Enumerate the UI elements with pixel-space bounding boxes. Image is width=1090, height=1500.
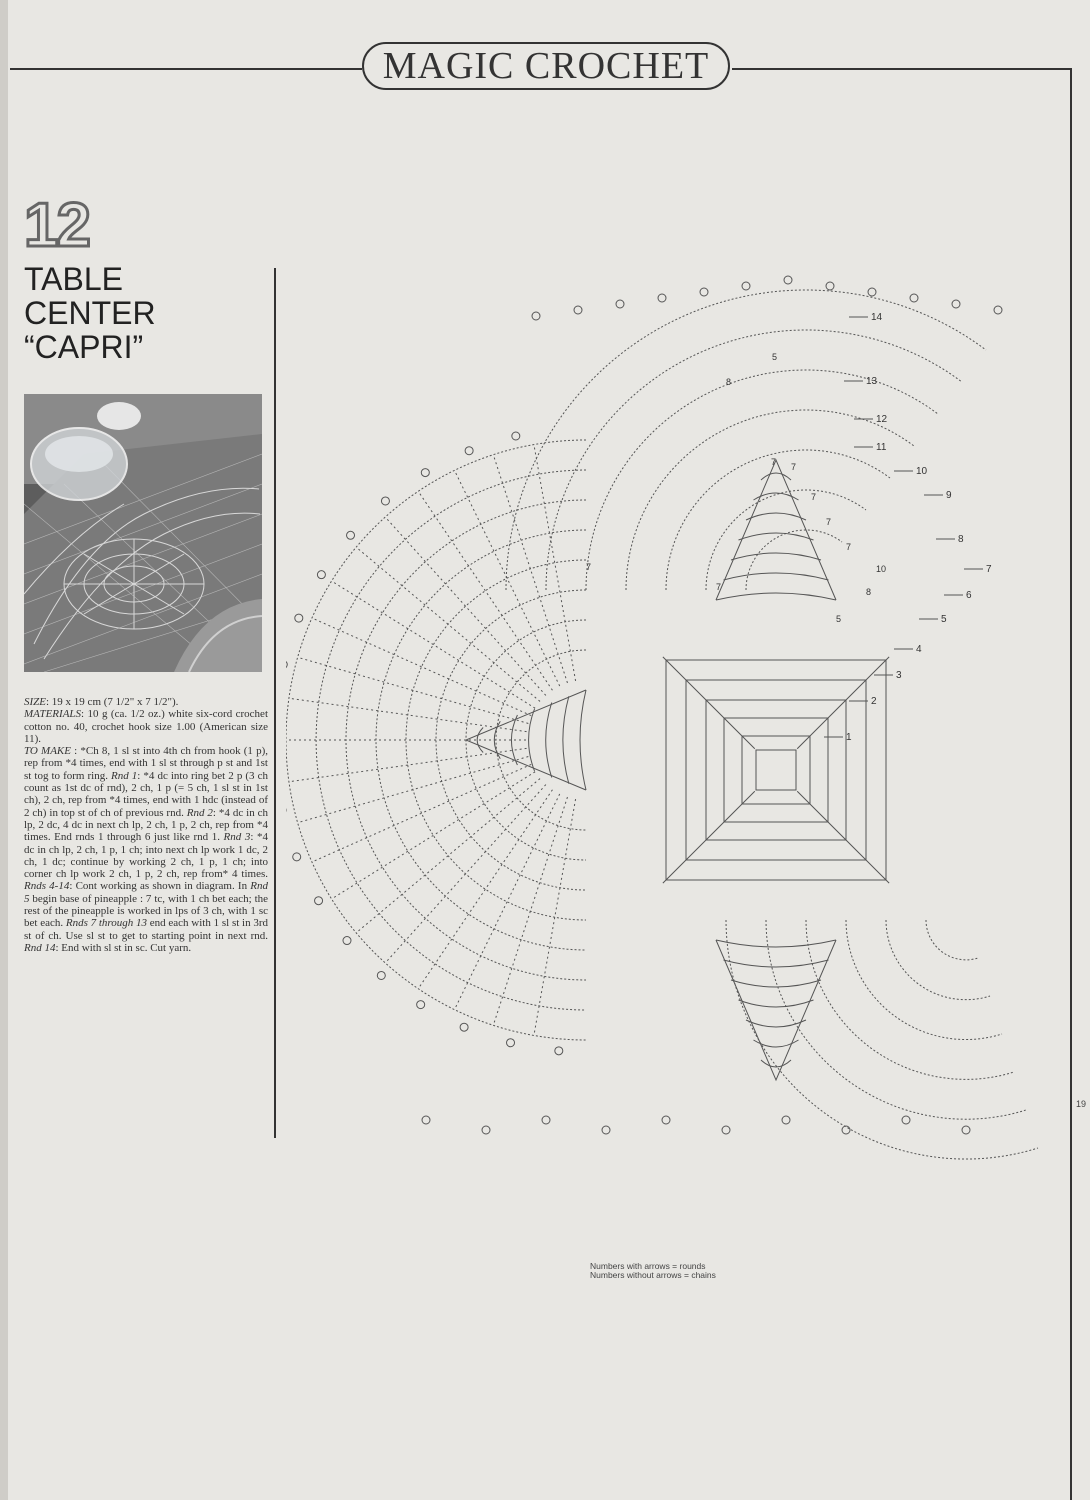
column-divider [274, 268, 276, 1138]
corner-line [663, 791, 755, 883]
pineapple-row [724, 573, 829, 580]
rnd-label: Rnds 4-14 [24, 880, 70, 893]
tomake-text: : *4 dc into ring bet 2 p (3 ch count as 1st dc of rnd), 2 ch, 1 p (= 5 ch, 1 sl st in 1st ch), 2 ch, rep from *4 times, end with 1 hdc (instead of 2 ch) in top st of ch of previous rnd. [24, 769, 268, 819]
chain-label: 10 [876, 564, 887, 574]
fan-spoke [298, 757, 529, 823]
picot [286, 661, 287, 669]
instructions [24, 696, 268, 954]
page-number: 19 [1076, 1099, 1087, 1109]
rnd-label: Rnd 14 [24, 941, 56, 954]
pineapple-row [731, 553, 821, 560]
pineapple-row [746, 1020, 806, 1027]
pineapple-row [546, 703, 552, 778]
tomake-text: : End with sl st in sc. Cut yarn. [55, 941, 192, 954]
round-label: 7 [986, 564, 992, 575]
picot [962, 1126, 970, 1134]
picot [782, 1116, 790, 1124]
bottom-arc [886, 920, 990, 1000]
pineapple-row [724, 960, 829, 967]
fan-spoke [418, 790, 552, 989]
top-arc [546, 330, 962, 590]
fan-spoke [418, 491, 552, 690]
picot [994, 306, 1002, 314]
top-arc [626, 410, 914, 590]
product-photo [24, 394, 262, 672]
picot [784, 276, 792, 284]
chain-label: 7 [771, 457, 777, 467]
round-label: 12 [876, 414, 888, 425]
pineapple-row [563, 696, 569, 784]
bottom-arc [766, 920, 1026, 1119]
size-label: SIZE [24, 696, 46, 708]
pattern-title [24, 262, 274, 364]
pineapple-row [529, 709, 535, 772]
chain-label: 7 [716, 582, 722, 592]
round-label: 5 [941, 614, 947, 625]
pineapple [716, 460, 836, 600]
fan-spoke [312, 764, 531, 862]
picot [317, 571, 325, 579]
picot [482, 1126, 490, 1134]
chain-label: 8 [866, 587, 872, 597]
top-arc [666, 450, 890, 590]
picot [700, 288, 708, 296]
pineapple-row [716, 940, 836, 947]
picot [542, 1116, 550, 1124]
fan-spoke [332, 772, 536, 899]
bottom-arc [846, 920, 1002, 1040]
materials-paragraph [24, 708, 268, 745]
pineapple-row [716, 593, 836, 600]
picot [347, 531, 355, 539]
picot [343, 937, 351, 945]
picot [910, 294, 918, 302]
materials-label: MATERIALS [24, 708, 82, 721]
top-arc [706, 490, 866, 590]
fan-spoke [332, 581, 536, 708]
chain-label: 8 [726, 377, 732, 387]
picot [295, 614, 303, 622]
picot [460, 1023, 468, 1031]
chain-label: 7 [811, 492, 817, 502]
chain-label: 7 [846, 542, 852, 552]
tomake-paragraph [24, 745, 268, 954]
pineapple-row [739, 533, 814, 540]
round-label: 6 [966, 590, 972, 601]
picot [555, 1047, 563, 1055]
title-line: “CAPRI” [24, 329, 144, 365]
masthead [362, 42, 730, 90]
pattern-number: 12 [24, 191, 89, 260]
round-label: 1 [846, 732, 852, 743]
picot [602, 1126, 610, 1134]
picot [417, 1001, 425, 1009]
header-rule-right [732, 68, 1072, 70]
round-label: 11 [876, 442, 887, 453]
picot [842, 1126, 850, 1134]
picot [421, 469, 429, 477]
picot [722, 1126, 730, 1134]
round-label: 9 [946, 490, 952, 501]
photo-illustration [24, 394, 262, 672]
pineapple-outline [716, 460, 836, 600]
round-label: 14 [871, 312, 883, 323]
fan-spoke [312, 618, 531, 716]
pineapple-outline [716, 940, 836, 1080]
chain-label: 5 [772, 352, 778, 362]
picot [377, 971, 385, 979]
picot [315, 897, 323, 905]
round-label: 4 [916, 644, 922, 655]
fan-spoke [289, 748, 527, 781]
page-gutter [0, 0, 8, 1500]
title-line: CENTER [24, 295, 156, 331]
legend-line: Numbers without arrows = chains [590, 1270, 716, 1280]
corner-line [797, 791, 889, 883]
picot [742, 282, 750, 290]
rnd-label: Rnds 7 through 13 [65, 917, 148, 930]
picot [532, 312, 540, 320]
round-label: 10 [916, 466, 928, 477]
diagram-legend [590, 1262, 810, 1280]
chain-label: 5 [836, 614, 842, 624]
header-rule-left [10, 68, 362, 70]
tomake-text: : Cont working as shown in diagram. In [69, 880, 248, 893]
tomake-text: end each with 1 sl st in 3rd st of ch. Use sl st to get to starting point in next rnd. [24, 917, 269, 942]
pineapple-row [761, 473, 791, 480]
tomake-text: : *4 dc in ch lp, 2 ch, 1 p, 1 ch; into next ch lp work 1 dc, 2 ch, 1 dc; continue by working 2 ch, 1 p, 1 ch; into corner ch lp work 2 ch, 1 p, 2 ch, rep from* 4 times. [24, 831, 268, 881]
pineapple [716, 940, 836, 1080]
top-arc [586, 370, 938, 590]
picot [422, 1116, 430, 1124]
rnd-label: Rnd 5 [24, 880, 269, 905]
round-label: 3 [896, 670, 902, 681]
tomake-text: : *Ch 8, 1 sl st into 4th ch from hook (1 p), rep from *4 times, end with 1 sl st through p st and 1st st tog to form ring. [24, 745, 269, 782]
fan-spoke [493, 455, 567, 683]
picot [952, 300, 960, 308]
picot [868, 288, 876, 296]
corner-line [663, 657, 755, 749]
masthead-title: MAGIC CROCHET [382, 45, 710, 87]
round-square [756, 750, 796, 790]
picot [381, 497, 389, 505]
round-label: 13 [866, 376, 878, 387]
size-text: : 19 x 19 cm (7 1/2" x 7 1/2"). [46, 696, 179, 708]
chain-label: 7 [826, 517, 832, 527]
picot [616, 300, 624, 308]
pineapple-row [746, 513, 806, 520]
tomake-text: begin base of pineapple : 7 tc, with 1 ch bet each; the rest of the pineapple is worked in lps of 3 ch, with 1 sc bet each. [24, 892, 269, 930]
pineapple-row [580, 690, 586, 790]
picot [574, 306, 582, 314]
title-line: TABLE [24, 261, 123, 297]
picot [658, 294, 666, 302]
picot [293, 853, 301, 861]
bottom-arc [926, 920, 978, 960]
tomake-text: : *4 dc in ch lp, 2 dc, 4 dc in next ch lp, 2 ch, 1 p, 2 ch, rep from *4 times. End rnds 1 through 6 just like rnd 1. [24, 806, 268, 844]
pineapple-row [731, 980, 821, 987]
legend-line: Numbers with arrows = rounds [590, 1261, 706, 1271]
size-paragraph [24, 696, 268, 708]
tomake-label: TO MAKE [24, 745, 71, 758]
chain-label: 7 [791, 462, 797, 472]
bottom-arc [726, 920, 1038, 1159]
page-border-right [1070, 68, 1072, 1500]
picot [902, 1116, 910, 1124]
round-label: 8 [958, 534, 964, 545]
rnd-label: Rnd 2 [186, 806, 213, 819]
chain-label: 7 [586, 562, 592, 572]
picot [465, 447, 473, 455]
crochet-diagram [286, 260, 1066, 1180]
rnd-label: Rnd 3 [223, 831, 251, 844]
fan-spoke [493, 797, 567, 1025]
picot [826, 282, 834, 290]
picot [512, 432, 520, 440]
round-label: 2 [871, 696, 877, 707]
bottom-arc [806, 920, 1014, 1079]
pineapple-row [739, 1000, 814, 1007]
picot [507, 1039, 515, 1047]
picot [662, 1116, 670, 1124]
materials-text: : 10 g (ca. 1/2 oz.) white six-cord crochet cotton no. 40, crochet hook size 1.00 (American size 11). [24, 708, 268, 745]
rnd-label: Rnd 1 [111, 769, 138, 782]
